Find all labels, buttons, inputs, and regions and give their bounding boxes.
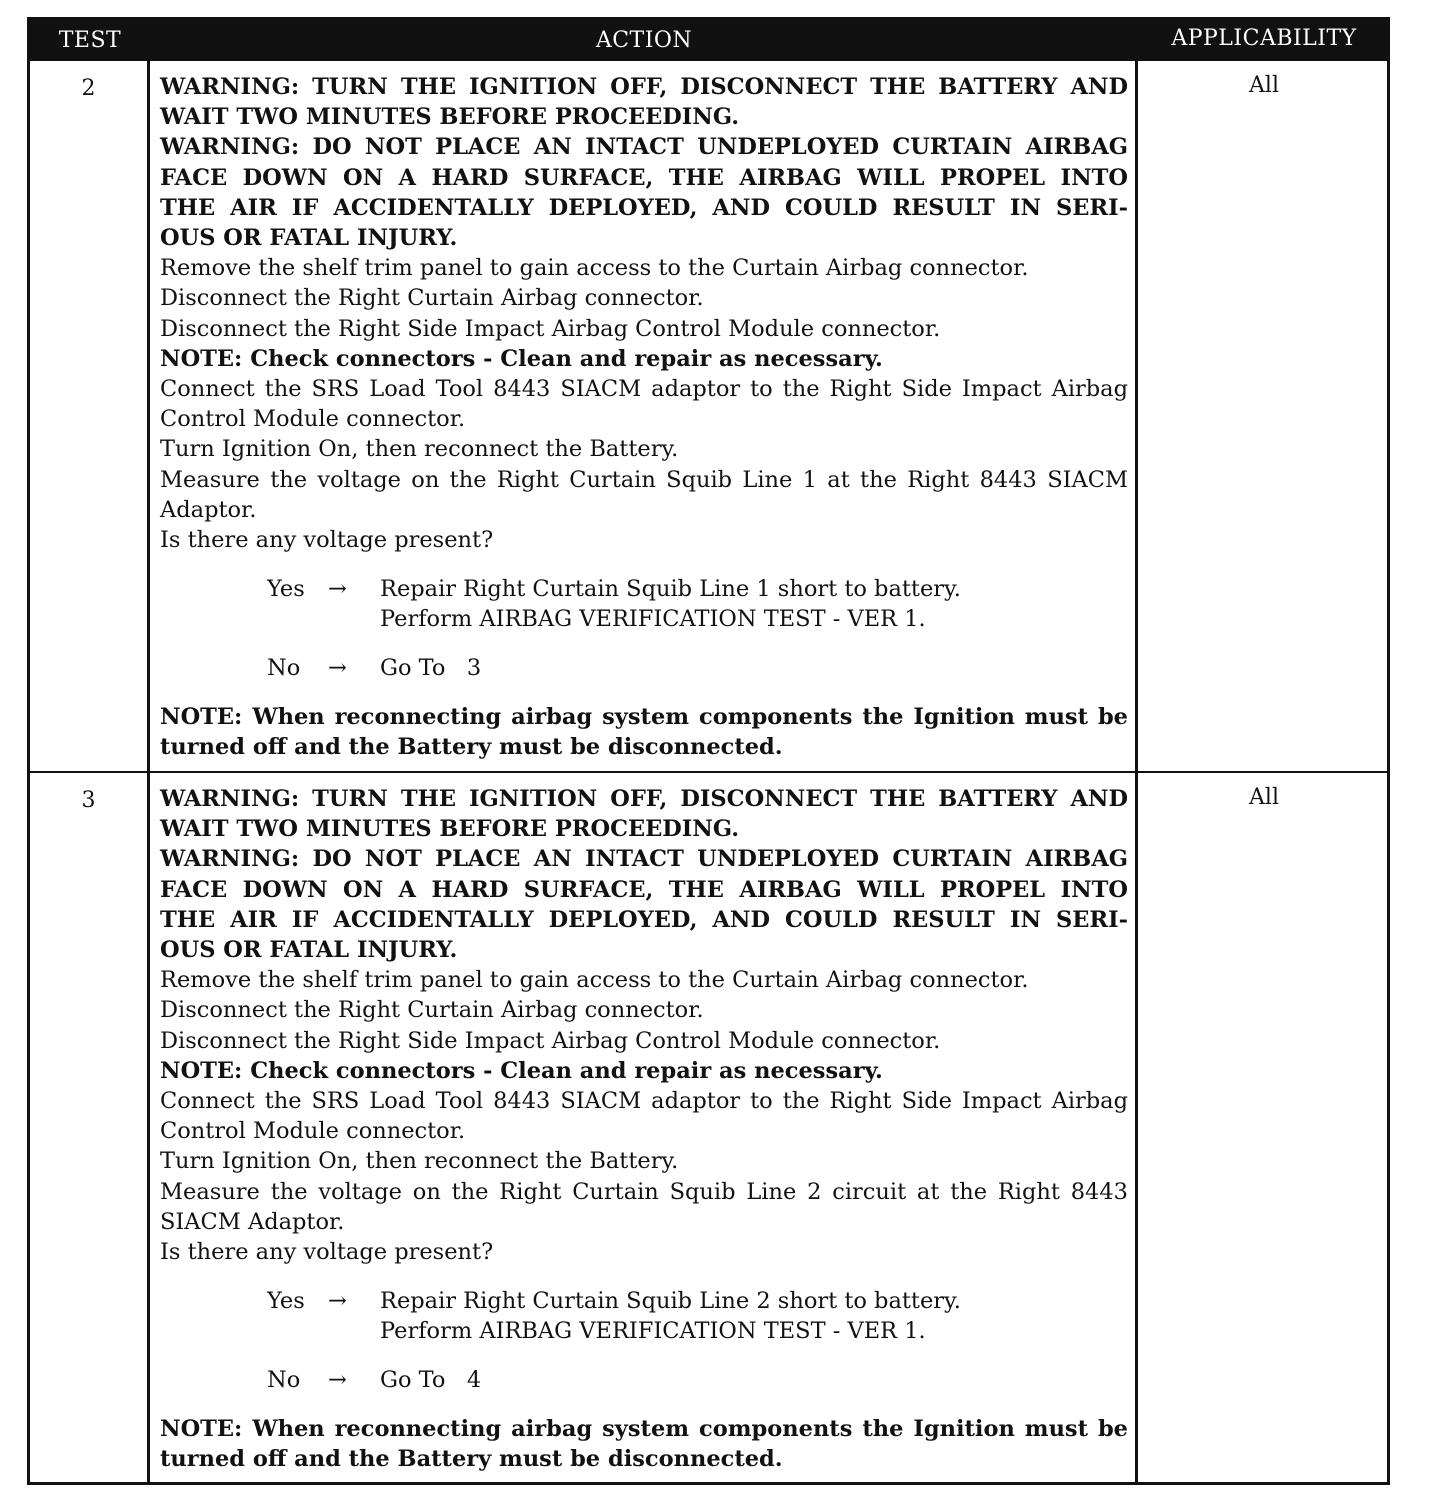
question-line: Is there any voltage present? (160, 1239, 494, 1266)
note-line: NOTE: When reconnecting airbag system components the Ignition must be (160, 704, 1128, 731)
note-line: NOTE: Check connectors - Clean and repair as necessary. (160, 345, 883, 372)
note-line: turned off and the Battery must be disconnected. (160, 734, 783, 761)
warning-line: WARNING: TURN THE IGNITION OFF, DISCONNECT THE BATTERY AND (160, 74, 1128, 100)
applicability-value: All (1249, 785, 1279, 810)
no-label: No (267, 655, 301, 682)
no-result (160, 653, 1128, 683)
test-number: 2 (81, 76, 96, 101)
step-line: Measure the voltage on the Right Curtain Squib Line 1 at the Right 8443 SIACM (160, 466, 1128, 493)
no-result (160, 1365, 1128, 1395)
arrow-right-icon: → (328, 1367, 347, 1394)
header-applicability: APPLICABILITY (1171, 26, 1357, 51)
note-line: turned off and the Battery must be disconnected. (160, 1446, 783, 1473)
step-line: Disconnect the Right Curtain Airbag connector. (160, 285, 704, 312)
yes-result-continued (160, 604, 1128, 634)
arrow-right-icon: → (328, 655, 347, 682)
warning-line: WAIT TWO MINUTES BEFORE PROCEEDING. (160, 816, 740, 843)
step-line: Connect the SRS Load Tool 8443 SIACM adaptor to the Right Side Impact Airbag (160, 1088, 1128, 1115)
header-action: ACTION (595, 28, 693, 53)
action-cell (160, 72, 1128, 763)
header-test: TEST (58, 28, 122, 53)
yes-label: Yes (267, 576, 305, 603)
warning-line: WARNING: DO NOT PLACE AN INTACT UNDEPLOYED CURTAIN AIRBAG (160, 134, 1128, 161)
step-line: Turn Ignition On, then reconnect the Battery. (160, 1148, 679, 1175)
step-line: SIACM Adaptor. (160, 1208, 345, 1235)
warning-line: THE AIR IF ACCIDENTALLY DEPLOYED, AND COULD RESULT IN SERI- (160, 194, 1128, 221)
action-cell (160, 784, 1128, 1475)
no-text: Go To 3 (380, 655, 482, 682)
note-line: NOTE: Check connectors - Clean and repair as necessary. (160, 1057, 883, 1084)
step-line: Control Module connector. (160, 1118, 466, 1145)
note-line: NOTE: When reconnecting airbag system components the Ignition must be (160, 1416, 1128, 1443)
table-header (30, 20, 1387, 61)
yes-text: Perform AIRBAG VERIFICATION TEST - VER 1. (380, 606, 926, 633)
table-row (30, 61, 1387, 771)
step-line: Connect the SRS Load Tool 8443 SIACM adaptor to the Right Side Impact Airbag (160, 376, 1128, 403)
applicability-value: All (1249, 73, 1279, 98)
no-label: No (267, 1367, 301, 1394)
test-number: 3 (81, 788, 96, 813)
table-row (30, 773, 1387, 1482)
warning-line: OUS OR FATAL INJURY. (160, 937, 458, 964)
yes-text: Perform AIRBAG VERIFICATION TEST - VER 1. (380, 1318, 926, 1345)
no-text: Go To 4 (380, 1367, 482, 1394)
yes-result (160, 574, 1128, 604)
yes-label: Yes (267, 1288, 305, 1315)
warning-line: WARNING: DO NOT PLACE AN INTACT UNDEPLOYED CURTAIN AIRBAG (160, 846, 1128, 873)
step-line: Disconnect the Right Curtain Airbag connector. (160, 997, 704, 1024)
yes-result-continued (160, 1316, 1128, 1346)
step-line: Turn Ignition On, then reconnect the Battery. (160, 436, 679, 463)
arrow-right-icon: → (328, 576, 347, 603)
step-line: Remove the shelf trim panel to gain access to the Curtain Airbag connector. (160, 255, 1029, 282)
step-line: Control Module connector. (160, 406, 466, 433)
step-line: Remove the shelf trim panel to gain access to the Curtain Airbag connector. (160, 967, 1029, 994)
yes-text: Repair Right Curtain Squib Line 1 short to battery. (380, 576, 961, 603)
warning-line: WAIT TWO MINUTES BEFORE PROCEEDING. (160, 104, 740, 131)
warning-line: FACE DOWN ON A HARD SURFACE, THE AIRBAG WILL PROPEL INTO (160, 164, 1128, 191)
warning-line: THE AIR IF ACCIDENTALLY DEPLOYED, AND COULD RESULT IN SERI- (160, 906, 1128, 933)
warning-line: WARNING: TURN THE IGNITION OFF, DISCONNECT THE BATTERY AND (160, 786, 1128, 812)
yes-result (160, 1286, 1128, 1316)
step-line: Adaptor. (160, 496, 257, 523)
warning-line: FACE DOWN ON A HARD SURFACE, THE AIRBAG WILL PROPEL INTO (160, 876, 1128, 903)
warning-line: OUS OR FATAL INJURY. (160, 225, 458, 252)
diagnostic-table (27, 17, 1390, 1485)
arrow-right-icon: → (328, 1288, 347, 1315)
yes-text: Repair Right Curtain Squib Line 2 short to battery. (380, 1288, 961, 1315)
step-line: Disconnect the Right Side Impact Airbag Control Module connector. (160, 1027, 941, 1054)
step-line: Disconnect the Right Side Impact Airbag Control Module connector. (160, 315, 941, 342)
step-line: Measure the voltage on the Right Curtain Squib Line 2 circuit at the Right 8443 (160, 1178, 1128, 1205)
question-line: Is there any voltage present? (160, 527, 494, 554)
